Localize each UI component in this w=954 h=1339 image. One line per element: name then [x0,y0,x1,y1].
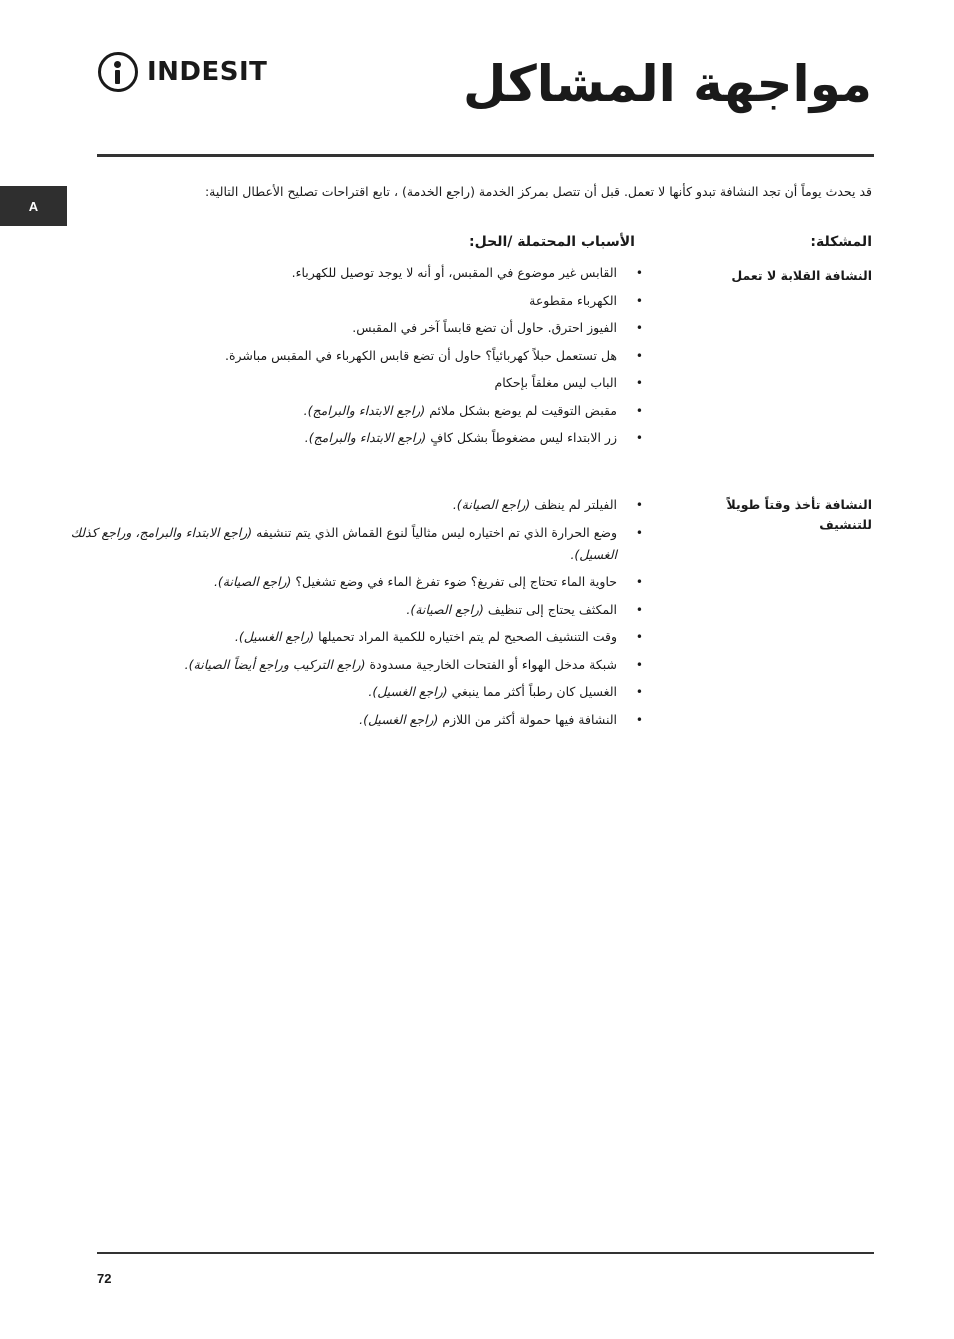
list-item: مقبض التوقيت لم يوضع بشكل ملائم (راجع الابتداء والبرامج). • [57,400,617,422]
list-item: هل تستعمل حبلاً كهربائياً؟ حاول أن تضع قابس الكهرباء في المقبس مباشرة. • [57,345,617,367]
language-tab[interactable]: A [0,186,67,226]
causes-column-heading: الأسباب المحتملة /الحل: [469,234,635,250]
causes-list [57,494,617,736]
list-item: النشافة فيها حمولة أكثر من اللازم (راجع الغسيل). • [57,709,617,731]
indesit-logo-icon [98,52,138,92]
list-item: زر الابتداء ليس مضغوطاً بشكل كافٍ (راجع الابتداء والبرامج). • [57,427,617,449]
list-item: الفيلتر لم ينظف (راجع الصيانة). • [57,494,617,516]
list-item: القابس غير موضوع في المقبس، أو أنه لا يوجد توصيل للكهرباء. • [57,262,617,284]
list-item: الفيوز احترق. حاول أن تضع قابساً آخر في المقبس. • [57,317,617,339]
header-divider [97,154,874,157]
causes-list [57,262,617,455]
brand-name: INDESIT [147,57,268,87]
problem-title: النشافة القلابة لا تعمل [731,268,872,283]
list-item: وضع الحرارة الذي تم اختياره ليس مثالياً لنوع القماش الذي يتم تنشيفه (راجع الابتداء والبرامج، وراجع كذلك الغسيل). • [57,522,617,566]
list-item: الكهرباء مقطوعة • [57,290,617,312]
page-title: مواجهة المشاكل [462,55,872,113]
list-item: المكثف يحتاج إلى تنظيف (راجع الصيانة). • [57,599,617,621]
page-number: 72 [97,1271,112,1286]
list-item: الباب ليس مغلقاً بإحكام • [57,372,617,394]
list-item: وقت التنشيف الصحيح لم يتم اختياره للكمية المراد تحميلها (راجع الغسيل). • [57,626,617,648]
problem-column-heading: المشكلة: [810,234,872,250]
list-item: حاوية الماء تحتاج إلى تفريغ؟ ضوء تفرغ الماء في وضع تشغيل؟ (راجع الصيانة). • [57,571,617,593]
list-item: الغسيل كان رطباً أكثر مما ينبغي (راجع الغسيل). • [57,681,617,703]
footer-divider [97,1252,874,1254]
list-item: شبكة مدخل الهواء أو الفتحات الخارجية مسدودة (راجع التركيب وراجع أيضاً الصيانة). • [57,654,617,676]
brand-logo [98,50,267,94]
intro-paragraph: قد يحدث يوماً أن تجد النشافة تبدو كأنها لا تعمل. قبل أن تتصل بمركز الخدمة (راجع الخدمة) ، تابع اقتراحات تصليح الأعطال التالية: [204,184,872,199]
problem-title: النشافة تأخذ وقتاً طويلاً للتنشيف [726,497,872,532]
